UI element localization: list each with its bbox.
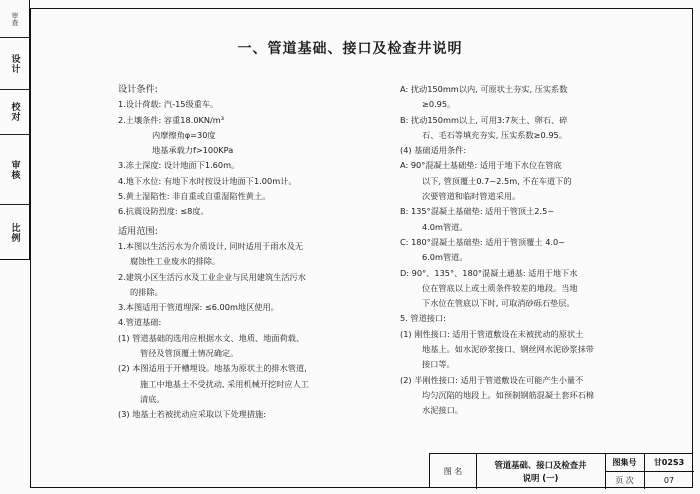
text-line: D: 90°、135°、180°混凝土通基: 适用于地下水 <box>400 267 578 278</box>
section-heading: 设计条件: <box>118 84 158 95</box>
text-line: 2.土壤条件: 容重18.0KN/m³ <box>118 114 225 125</box>
title-block-drawing-name <box>476 454 605 489</box>
title-block-atlas-label: 图集号 <box>612 458 637 467</box>
text-line: 地基承载力f>100KPa <box>152 145 234 156</box>
text-line: B: 135°混凝土基础垫: 适用于管顶土2.5~ <box>400 206 555 217</box>
title-block-atlas-number: 甘02S3 <box>653 458 685 467</box>
text-line: 地基上。如水泥砂浆接口、钢丝网水泥砂浆抹带 <box>422 344 594 355</box>
text-line: 的排除。 <box>130 286 163 297</box>
text-line: (3) 地基土若被扰动应采取以下处理措施: <box>118 409 266 420</box>
text-line: 均匀沉陷的地段上。如预制钢筋混凝土套环石棉 <box>422 389 594 400</box>
section-heading: 适用范围: <box>118 225 158 237</box>
binding-cell-4 <box>0 135 30 205</box>
text-line: 管径及管顶覆土情况确定。 <box>140 348 239 359</box>
text-line: 4.0m管道。 <box>422 221 468 232</box>
text-line: 下水位在管底以下时, 可取消砂砾石垫层。 <box>422 298 575 309</box>
text-line: 清底。 <box>140 393 165 404</box>
binding-cell-label: 设计 <box>9 53 20 74</box>
text-line: A: 90°混凝土基础垫: 适用于地下水位在管底 <box>400 160 562 171</box>
right-column <box>400 82 650 419</box>
text-line: 1.本图以生活污水为介质设计, 同时适用于雨水及无 <box>118 240 303 251</box>
text-line: 位在管底以上或土质条件较差的地段。当地 <box>422 282 578 293</box>
text-line: C: 180°混凝土基础垫: 适用于管顶覆土 4.0~ <box>400 236 566 247</box>
binding-cell-5 <box>0 205 30 260</box>
text-line: 腐蚀性工业废水的排除。 <box>130 256 221 267</box>
text-line: 施工中地基土不受扰动, 采用机械开挖时应人工 <box>140 378 309 389</box>
binding-cell-label: 校对 <box>9 102 20 122</box>
text-line: 6.0m管道。 <box>422 252 468 263</box>
title-block-name-label: 图 名 <box>443 467 463 476</box>
left-column <box>118 82 373 423</box>
drawing-name-line-2: 说明 (一) <box>522 472 559 483</box>
text-line: 3.本图适用于管道埋深: ≤6.00m地区使用。 <box>118 302 279 313</box>
page-title: 一、管道基础、接口及检查井说明 <box>237 41 463 57</box>
text-line: A: 扰动150mm以内, 可原状土夯实, 压实系数 <box>400 84 568 94</box>
text-line: 次要管道和临时管道采用。 <box>422 191 521 202</box>
binding-cell-1 <box>0 0 30 38</box>
text-line: 4.地下水位: 有地下水时按设计地面下1.00m计。 <box>118 175 297 186</box>
text-line: 1.设计荷载: 汽-15级重车。 <box>118 99 219 110</box>
text-line: 接口等。 <box>422 359 455 370</box>
text-line: ≥0.95。 <box>422 99 456 110</box>
text-line: 以下, 管顶覆土0.7~2.5m, 不在车道下的 <box>422 175 572 186</box>
text-line: 内摩擦角φ=30度 <box>152 129 216 140</box>
binding-cell-label: 比例 <box>9 222 20 243</box>
text-line: (2) 半刚性接口: 适用于管道敷设在可能产生小量不 <box>400 374 584 385</box>
text-line: 4.管道基础: <box>118 317 162 328</box>
drawing-name-line-1: 管道基础、接口及检查井 <box>494 459 587 470</box>
text-line: (4) 基础适用条件: <box>400 145 467 156</box>
text-line: 3.冻土深度: 设计地面下1.60m。 <box>118 160 240 171</box>
text-line: (1) 刚性接口: 适用于管道敷设在未被扰动的原状土 <box>400 328 584 339</box>
text-line: B: 扰动150mm以上, 可用3:7灰土、卵石、碎 <box>400 114 568 125</box>
text-line: 5.黄土湿陷性: 非自重或自重湿陷性黄土。 <box>118 191 271 202</box>
title-block-page-number: 07 <box>663 475 675 485</box>
title-block-page-label: 页 次 <box>615 475 634 485</box>
text-line: 石、毛石等填充夯实, 压实系数≥0.95。 <box>422 129 567 140</box>
text-line: 水泥接口。 <box>422 405 463 416</box>
text-line: (2) 本图适用于开槽埋设。地基为原状土的排水管道, <box>118 363 307 374</box>
binding-cell-3 <box>0 90 30 135</box>
text-line: (1) 管道基础的选用应根据水文、地质、地面荷载、 <box>118 332 305 343</box>
binding-cell-label: 审核 <box>9 159 20 180</box>
text-line: 6.抗震设防烈度: ≤8度。 <box>118 206 209 217</box>
text-line: 2.建筑小区生活污水及工业企业与民用建筑生活污水 <box>118 271 306 282</box>
binding-cell-label: 审查 <box>11 11 19 26</box>
title-block <box>429 453 693 488</box>
text-line: 5. 管道接口: <box>400 313 446 324</box>
